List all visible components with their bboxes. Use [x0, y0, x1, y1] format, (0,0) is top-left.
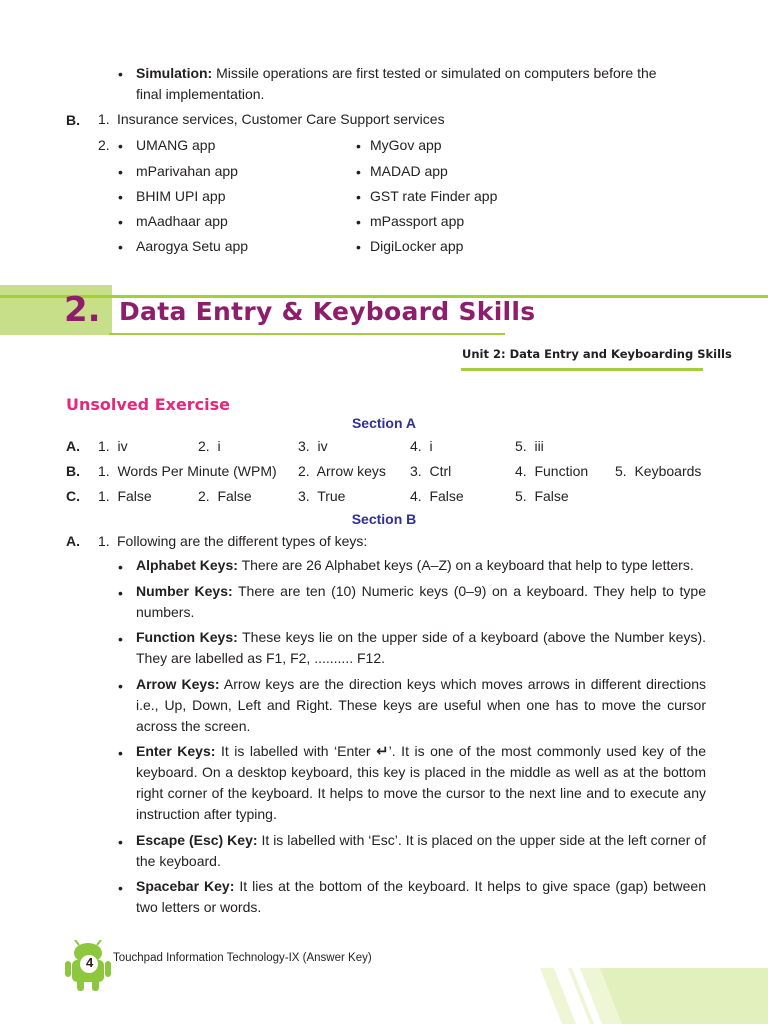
answer-item: 2. i — [198, 438, 221, 454]
answer-item: 2. False — [198, 488, 252, 504]
page-number: 4 — [86, 955, 94, 970]
exercise-title: Unsolved Exercise — [66, 395, 231, 414]
answer-item: 3. True — [298, 488, 346, 504]
key-text: It is labelled with ‘Esc’. It is placed on the upper side at the left corner of the keyboard. — [136, 832, 706, 869]
key-number — [136, 581, 706, 623]
bullet: • — [356, 138, 361, 154]
app-item: mAadhaar app — [136, 213, 228, 229]
answer-item: 3. iv — [298, 438, 328, 454]
key-text-before: It is labelled with ‘Enter — [220, 743, 371, 759]
key-label: Spacebar Key: — [136, 878, 235, 894]
app-item: UMANG app — [136, 137, 216, 153]
b1-num: 1. — [98, 111, 110, 127]
key-alphabet — [136, 555, 706, 576]
bullet: • — [118, 214, 123, 230]
section-a-letter: C. — [66, 488, 80, 504]
answer-item: 5. False — [515, 488, 569, 504]
key-spacebar — [136, 876, 706, 918]
key-function — [136, 627, 706, 669]
app-item: mPassport app — [370, 213, 465, 229]
bullet: • — [356, 214, 361, 230]
unit-underline — [461, 368, 703, 371]
footer-decoration — [540, 968, 768, 1024]
answer-item: 4. Function — [515, 463, 589, 479]
bullet: • — [356, 189, 361, 205]
key-label: Alphabet Keys: — [136, 557, 238, 573]
key-label: Arrow Keys: — [136, 676, 220, 692]
bullet: • — [118, 880, 123, 896]
section-b-num: 1. — [98, 533, 110, 549]
bullet: • — [118, 239, 123, 255]
bullet: • — [356, 164, 361, 180]
key-text: It lies at the bottom of the keyboard. It helps to give space (gap) between two letters or words. — [136, 878, 706, 915]
key-arrow — [136, 674, 706, 737]
letter-b: B. — [66, 112, 80, 128]
bullet: • — [118, 585, 123, 601]
bullet: • — [118, 745, 123, 761]
answer-item: 1. False — [98, 488, 152, 504]
answer-item: 5. iii — [515, 438, 544, 454]
answer-item: 4. i — [410, 438, 433, 454]
app-item: Aarogya Setu app — [136, 238, 249, 254]
app-item: MyGov app — [370, 137, 442, 153]
b2-num: 2. — [98, 137, 110, 153]
key-enter — [136, 741, 706, 825]
section-b-letter: A. — [66, 533, 80, 549]
chapter-title: Data Entry & Keyboard Skills — [119, 297, 536, 326]
chapter-number: 2. — [64, 290, 101, 330]
answer-item: 5. Keyboards — [615, 463, 702, 479]
answer-item: 4. False — [410, 488, 464, 504]
section-a-heading: Section A — [351, 415, 417, 431]
key-text: There are 26 Alphabet keys (A–Z) on a keyboard that help to type letters. — [241, 557, 694, 573]
section-b-heading: Section B — [351, 511, 417, 527]
simulation-text-2: final implementation. — [136, 86, 265, 102]
app-item: mParivahan app — [136, 163, 238, 179]
answer-item: 1. Words Per Minute (WPM) — [98, 463, 277, 479]
bullet: • — [118, 834, 123, 850]
enter-key-icon: ↵ — [376, 742, 389, 760]
key-text: ’. It is one of the most commonly used key of the keyboard. On a desktop keyboard, this key is placed in the middle as well as at the bottom right corner of the keyboard. It helps to move the cursor to the next line and to execute any instruction after typing. — [136, 743, 707, 822]
footer-stripe-svg — [540, 968, 768, 1024]
simulation-text: Missile operations are first tested or simulated on computers before the — [216, 65, 657, 81]
bullet: • — [118, 66, 123, 82]
simulation-line — [136, 63, 657, 83]
answer-item: 2. Arrow keys — [298, 463, 386, 479]
chapter-title-underline — [109, 333, 505, 335]
answer-item: 1. iv — [98, 438, 128, 454]
bullet: • — [118, 631, 123, 647]
key-text: These keys lie on the upper side of a keyboard (above the Number keys). They are labelled as F1, F2, .......... F12. — [136, 629, 707, 666]
unit-label: Unit 2: Data Entry and Keyboarding Skills — [462, 347, 732, 361]
bullet: • — [118, 164, 123, 180]
app-item: GST rate Finder app — [370, 188, 498, 204]
key-label: Function Keys: — [136, 629, 238, 645]
key-label: Enter Keys: — [136, 743, 216, 759]
bullet: • — [118, 189, 123, 205]
key-text: Arrow keys are the direction keys which moves arrows in different directions i.e., Up, Down, Left and Right. These keys are useful when one has to move the cursor across the screen. — [136, 676, 706, 734]
section-b-intro: Following are the different types of keys: — [117, 533, 368, 549]
bullet: • — [118, 138, 123, 154]
answer-item: 3. Ctrl — [410, 463, 452, 479]
footer-text: Touchpad Information Technology-IX (Answer Key) — [113, 952, 372, 964]
section-a-letter: A. — [66, 438, 80, 454]
app-item: BHIM UPI app — [136, 188, 226, 204]
key-escape — [136, 830, 706, 872]
section-a-letter: B. — [66, 463, 80, 479]
bullet: • — [356, 239, 361, 255]
app-item: MADAD app — [370, 163, 448, 179]
key-text: There are ten (10) Numeric keys (0–9) on a keyboard. They help to type numbers. — [136, 583, 706, 620]
bullet: • — [118, 678, 123, 694]
key-label: Escape (Esc) Key: — [136, 832, 258, 848]
key-label: Number Keys: — [136, 583, 233, 599]
bullet: • — [118, 559, 123, 575]
simulation-label: Simulation: — [136, 65, 213, 81]
app-item: DigiLocker app — [370, 238, 464, 254]
banner-top-strip — [0, 285, 768, 288]
b1-text: Insurance services, Customer Care Support services — [117, 111, 445, 127]
